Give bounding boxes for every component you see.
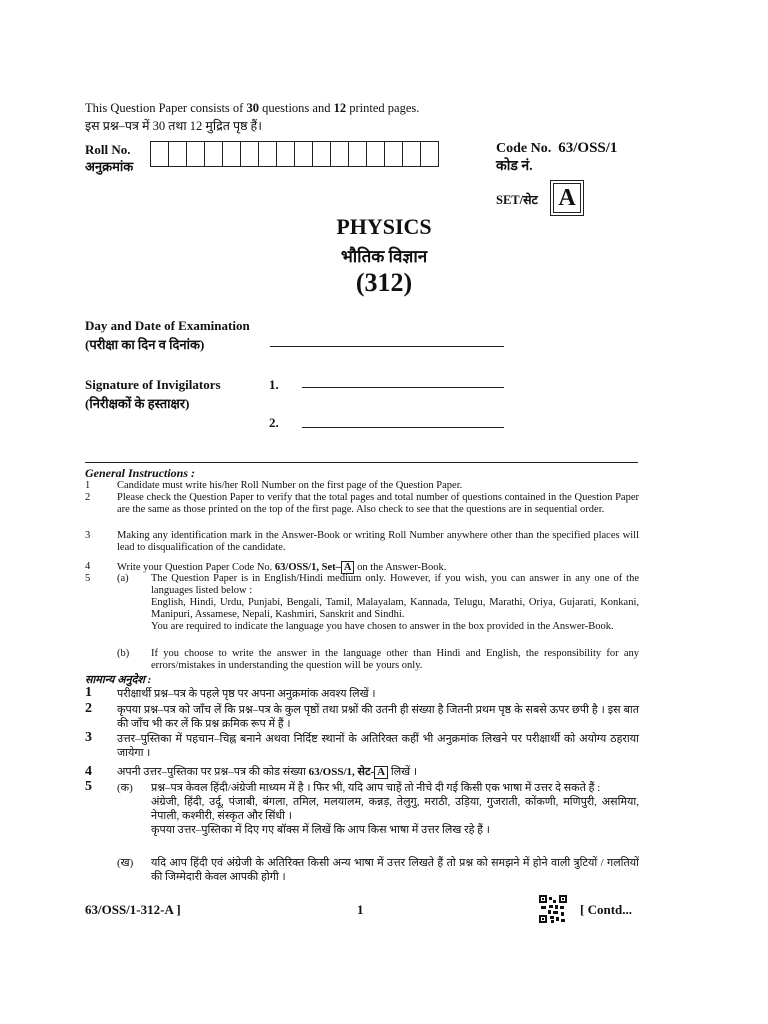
invigilator-1-num: 1. <box>269 377 279 392</box>
roll-number-box[interactable] <box>168 141 187 167</box>
hi-num-1: 1 <box>85 685 92 700</box>
roll-number-box[interactable] <box>420 141 439 167</box>
hi-text-4: अपनी उत्तर–पुस्तिका पर प्रश्न–पत्र की कोड संख्या 63/OSS/1, सेट- A लिखें । <box>117 766 418 778</box>
set-box: A <box>553 183 581 213</box>
roll-number-box[interactable] <box>258 141 277 167</box>
continued-label: [ Contd... <box>580 902 633 917</box>
set-inline-box-hi: A <box>374 766 388 779</box>
subject-title-en: PHYSICS <box>336 214 432 239</box>
gi-text-5a: The Question Paper is in English/Hindi medium only. However, if you wish, you can answer in any one of the languages listed below : English, Hindi, Urdu, Punjabi, Bengali, Tamil, Malayalam, Kannada, Telugu, Marathi, Oriya, Gujarati, Konkani, Manipuri, Assamese, Nepali, Kashmiri, Sanskrit and Sindhi. You are required to indicate the language you have chosen to answer in the box provided in the Answer-Book. <box>151 573 639 632</box>
gi-text-2: Please check the Question Paper to verify that the total pages and total number of questions contained in the Question Paper are the same as those printed on the top of the first page. Also check to see that the questions are in sequential order. <box>117 492 639 515</box>
gi-text-3: Making any identification mark in the Answer-Book or writing Roll Number anywhere other than the specified places will lead to disqualification of the candidate. <box>117 530 639 553</box>
gi-text-4: Write your Question Paper Code No. 63/OSS/1, Set– A on the Answer-Book. <box>117 562 447 573</box>
code-block: Code No. 63/OSS/1 कोड नं. <box>496 140 618 174</box>
hi-sub-a: (क) <box>117 782 133 794</box>
roll-label: Roll No. अनुक्रमांक <box>85 142 134 174</box>
qr-code-icon <box>539 895 567 923</box>
gi-sub-b: (b) <box>117 648 130 659</box>
roll-number-box[interactable] <box>366 141 385 167</box>
set-label: SET/सेट <box>496 193 538 207</box>
subject-title-hi: भौतिक विज्ञान <box>340 247 428 266</box>
exam-date-label: Day and Date of Examination (परीक्षा का दिन व दिनांक) <box>85 318 250 352</box>
hi-text-5b: यदि आप हिंदी एवं अंग्रेजी के अतिरिक्त किसी अन्य भाषा में उत्तर लिखते हैं तो प्रश्न को समझने में होने वाली त्रुटियों / गलतियों की जिम्मेदारी केवल आपकी होगी । <box>151 857 639 883</box>
gi-text-1: Candidate must write his/her Roll Number on the first page of the Question Paper. <box>117 480 463 491</box>
roll-number-box[interactable] <box>150 141 169 167</box>
hi-text-5a: प्रश्न–पत्र केवल हिंदी/अंग्रेजी माध्यम में है । फिर भी, यदि आप चाहें तो नीचे दी गई किसी एक भाषा में उत्तर दे सकते हैं : अंग्रेजी, हिंदी, उर्दू, पंजाबी, बंगला, तमिल, मलयालम, कन्नड़, तेलुगु, मराठी, उड़िया, गुजराती, कोंकणी, मणिपुरी, असमिया, नेपाली, कश्मीरी, संस्कृत और सिंधी । कृपया उत्तर–पुस्तिका में दिए गए बॉक्स में लिखें कि आप किस भाषा में उत्तर लिख रहे हैं । <box>151 782 639 836</box>
gi-num-4: 4 <box>85 561 91 572</box>
roll-number-box[interactable] <box>402 141 421 167</box>
hi-text-3: उत्तर–पुस्तिका में पहचान–चिह्न बनाने अथवा निर्दिष्ट स्थानों के अतिरिक्त कहीं भी अनुक्रमांक लिखने पर परीक्षार्थी को अयोग्य ठहराया जायेगा । <box>117 733 639 759</box>
hi-num-3: 3 <box>85 730 92 745</box>
exam-date-line[interactable] <box>270 346 504 347</box>
invigilator-2-num: 2. <box>269 415 279 430</box>
page-number: 1 <box>357 902 364 917</box>
hi-num-2: 2 <box>85 701 92 716</box>
roll-number-box[interactable] <box>240 141 259 167</box>
hi-num-5: 5 <box>85 779 92 794</box>
roll-number-box[interactable] <box>330 141 349 167</box>
roll-number-boxes[interactable] <box>151 141 439 167</box>
gi-num-5: 5 <box>85 573 91 584</box>
roll-number-box[interactable] <box>276 141 295 167</box>
set-inline-box: A <box>341 561 355 574</box>
hi-text-1: परीक्षार्थी प्रश्न–पत्र के पहले पृष्ठ पर अपना अनुक्रमांक अवश्य लिखें । <box>117 688 376 700</box>
roll-number-box[interactable] <box>384 141 403 167</box>
general-instructions-title: General Instructions : <box>85 466 196 480</box>
hi-text-2: कृपया प्रश्न–पत्र को जाँच लें कि प्रश्न–पत्र के कुल पृष्ठों तथा प्रश्नों की उतनी ही संख्या है जितनी प्रथम पृष्ठ के सबसे ऊपर छपी है । इस बात की जाँच भी कर लें कि प्रश्न क्रमिक रूप में हैं । <box>117 704 639 730</box>
footer-code: 63/OSS/1-312-A ] <box>85 902 181 917</box>
gi-num-3: 3 <box>85 530 91 541</box>
roll-number-box[interactable] <box>312 141 331 167</box>
gi-text-5b: If you choose to write the answer in the language other than Hindi and English, the responsibility for any errors/mistakes in understanding the question will be yours only. <box>151 648 639 671</box>
roll-number-box[interactable] <box>186 141 205 167</box>
subject-code: (312) <box>355 268 413 297</box>
hindi-instructions-title: सामान्य अनुदेश : <box>85 674 152 686</box>
gi-sub-a: (a) <box>117 573 129 584</box>
pages-info-en: This Question Paper consists of 30 questions and 12 printed pages. <box>85 101 420 115</box>
invigilator-2-line[interactable] <box>302 427 504 428</box>
roll-number-box[interactable] <box>204 141 223 167</box>
pages-info-hi: इस प्रश्न–पत्र में 30 तथा 12 मुद्रित पृष्ठ हैं। <box>85 119 262 133</box>
hi-num-4: 4 <box>85 764 92 779</box>
divider <box>85 462 638 463</box>
invigilators-label: Signature of Invigilators (निरीक्षकों के हस्ताक्षर) <box>85 377 221 411</box>
gi-num-1: 1 <box>85 480 91 491</box>
invigilator-1-line[interactable] <box>302 387 504 388</box>
gi-num-2: 2 <box>85 492 91 503</box>
roll-number-box[interactable] <box>294 141 313 167</box>
roll-number-box[interactable] <box>348 141 367 167</box>
hi-sub-b: (ख) <box>117 857 134 869</box>
roll-number-box[interactable] <box>222 141 241 167</box>
